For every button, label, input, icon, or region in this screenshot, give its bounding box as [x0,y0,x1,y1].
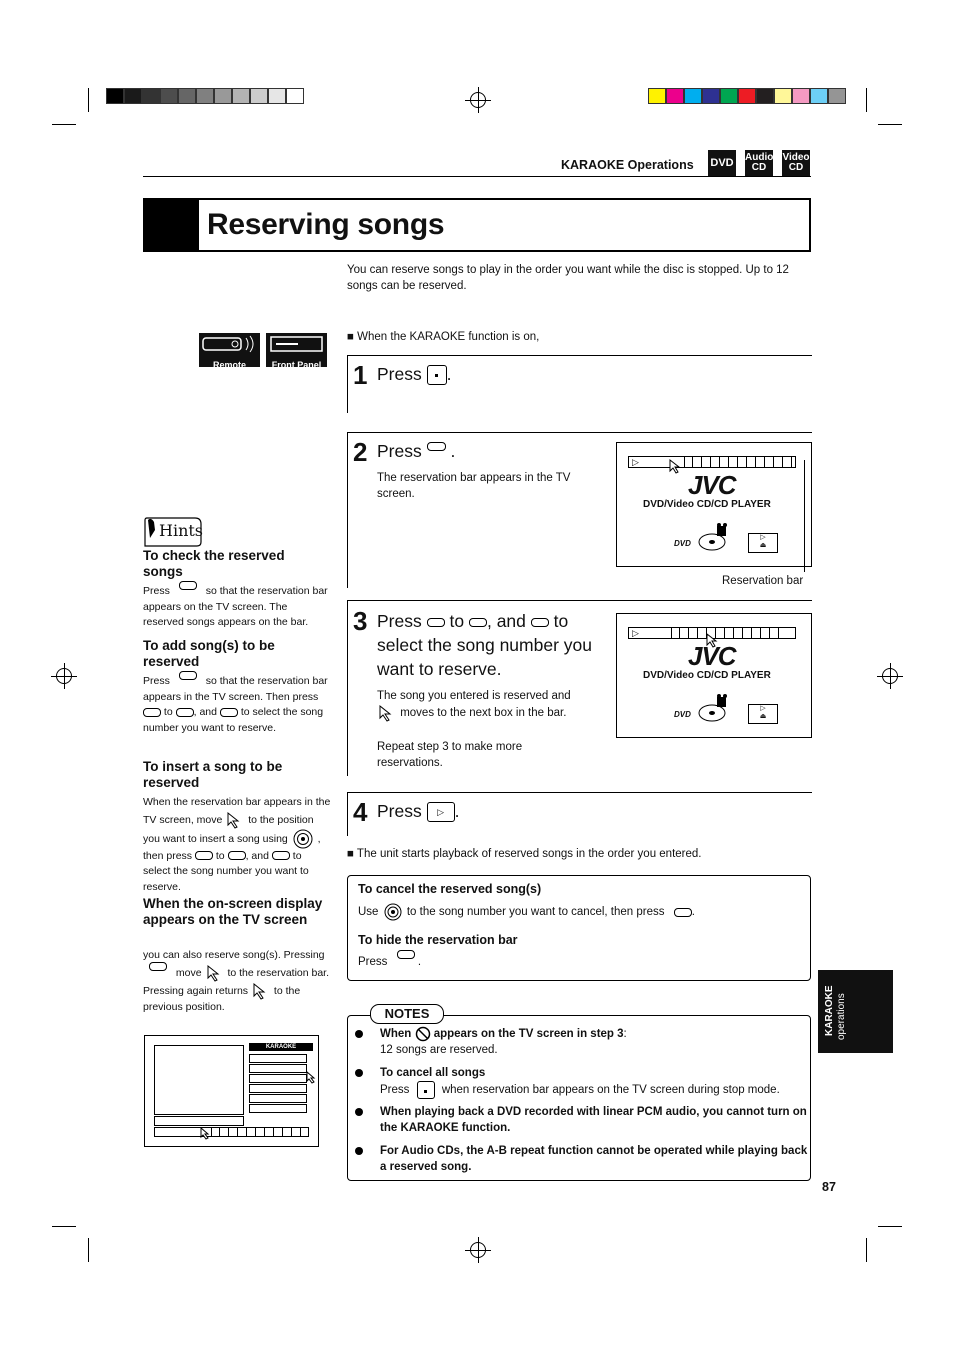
cancel-heading: To cancel the reserved song(s) [358,882,542,896]
step-number: 1 [353,360,368,390]
karaoke-screen-illustration [144,1035,319,1147]
step-text: to [449,611,465,631]
button-icon [397,950,415,959]
note-text: Press [380,1084,410,1097]
note-1 [380,1026,805,1058]
crop-mark [866,1238,867,1262]
hide-heading: To hide the reservation bar [358,933,518,947]
step-rule [347,355,812,356]
reservation-cells [684,457,792,467]
audio-cd-label: Audio CD [745,152,774,173]
disc-camera-icon [697,694,733,724]
step-rule [347,355,348,413]
front-panel-label: Front Panel [271,360,322,370]
hint-text-part: to the position you want to insert a song using [143,813,314,845]
step-number: 3 [353,606,368,636]
note-bullet [355,1030,363,1038]
step-text: Press [377,364,422,384]
stop-button-icon [427,365,447,385]
button-icon [176,708,194,717]
step-rule [347,432,348,588]
remote-control-icon [199,333,260,380]
hint-text-part: and [251,849,269,862]
button-icon [228,851,246,860]
hint-text-part: , then press [143,832,321,862]
jog-dial-icon [291,829,315,849]
step-rule [347,792,812,793]
crop-mark [52,124,76,125]
callout-line [804,460,805,572]
step-2-text [377,439,455,463]
note-text: To cancel all songs [380,1067,486,1079]
hide-text-part: Press [358,956,388,968]
notes-label: NOTES [370,1004,444,1024]
cancel-box [347,875,811,981]
note-4: For Audio CDs, the A-B repeat function cannot be operated while playing back a reserved song. [380,1145,808,1173]
button-icon [674,908,692,917]
section-title: KARAOKE Operations [561,158,694,172]
video-area [154,1045,244,1115]
crop-mark [88,88,89,112]
hint-text-part: When the reservation bar appears in the TV screen, move [143,796,331,826]
play-button-icon: ▷ [427,802,455,822]
hint-text-part: to select the song number you want to reserve. [143,849,309,893]
crop-mark [878,1226,902,1227]
hint-text-part: move [175,966,202,979]
button-icon [149,962,167,971]
crop-mark [866,88,867,112]
cursor-icon [205,964,225,982]
front-panel-drawing [266,333,327,355]
cursor-icon [668,458,684,474]
cursor-icon [251,982,271,1000]
step-desc-text: The song you entered is reserved and [377,690,571,702]
step-1-text [377,362,451,386]
step-rule [347,792,348,836]
button-icon [179,581,197,590]
remote-icon-drawing [199,333,260,355]
step-3-text [377,609,592,681]
dvd-logo: DVD [674,539,691,548]
button-icon [469,618,487,627]
step-text: . [450,441,456,461]
page-title: Reserving songs [207,208,445,241]
hint-text-3 [143,795,331,895]
video-cd-badge [782,150,810,176]
note-text: When [380,1028,412,1041]
step-rule [347,432,812,433]
title-block [145,200,199,250]
remote-control-label: Remote Control [212,360,246,380]
side-tab-label: KARAOKE [824,985,835,1036]
hint-text-1 [143,584,329,631]
note-bullet [355,1069,363,1077]
condition-text: ■ When the KARAOKE function is on, [347,331,540,343]
hint-heading: To add song(s) to be reserved [143,638,275,669]
hint-text-part: to [215,849,225,862]
registration-mark [470,92,486,108]
step-desc-text: moves to the next box in the bar. [400,707,567,720]
hints-icon [143,516,203,546]
crop-mark [878,124,902,125]
hint-text-part: you can also reserve song(s). Pressing [143,949,325,961]
button-icon [220,708,238,717]
reservation-cells [671,628,779,638]
registration-mark [470,1242,486,1258]
karaoke-menu-title: KARAOKE [249,1043,313,1051]
crop-mark [52,1226,76,1227]
cancel-text-part: Use [358,906,379,919]
hint-text-4 [143,948,331,1015]
note-bullet [355,1108,363,1116]
step-number: 2 [353,437,368,467]
side-tab-sublabel: operations [836,993,847,1040]
hint-text-part: , [245,849,249,862]
video-cd-label: Video CD [782,152,810,173]
jvc-logo: JVC [688,470,736,500]
button-icon [427,618,445,627]
title-box [143,198,811,252]
reservation-bar-label: Reservation bar [722,575,804,587]
play-icon: ▷ [632,628,639,638]
page-number: 87 [822,1180,836,1194]
step-text: , and [486,611,526,631]
hint-text-part: to the previous position. [143,984,301,1013]
crop-mark [88,1238,89,1262]
note-bullet [355,1147,363,1155]
registration-mark [56,668,72,684]
step-number: 4 [353,797,368,827]
hint-text-part: , and [193,706,217,718]
dvd-badge: DVD [708,150,736,176]
tv-screen-1 [616,442,812,567]
button-icon [272,851,290,860]
step-text: . [454,801,460,821]
side-tab [818,970,893,1053]
hint-text-part: to select the song number you want to reserve. [143,706,324,734]
hide-text [358,954,421,970]
step-text: Press [377,441,422,461]
header-rule [143,176,811,177]
disc-camera-icon [697,523,733,553]
step-text: Press [377,611,422,631]
note-text: when reservation bar appears on the TV screen during stop mode. [441,1084,780,1097]
jvc-logo: JVC [688,641,736,671]
cursor-icon [199,1126,213,1140]
play-eject-icon: ▷ ⏏ [748,533,778,553]
info-bar [154,1116,244,1126]
hint-heading: When the on-screen display appears on the TV screen [143,896,323,927]
hint-text-part: so that the reservation bar appears in the TV screen. Then press [143,675,328,703]
hint-heading: To check the reserved songs [143,548,285,579]
cancel-text-part: to the song number you want to cancel, then press [406,906,665,919]
button-icon [195,851,213,860]
hint-text-part: Press [143,585,170,597]
cursor-icon [225,811,245,829]
hint-text-part: to the reservation bar. Pressing again returns [143,966,330,997]
note-text: 12 songs are reserved. [380,1044,498,1057]
note-text: : [623,1028,627,1041]
hint-text-part: to [163,706,173,718]
hint-heading: To insert a song to be reserved [143,759,283,790]
step-rule [347,600,812,601]
step-text: to [553,611,569,631]
button-icon [179,671,197,680]
cancel-text [358,903,798,921]
cursor-icon [305,1070,319,1084]
playback-note: ■ The unit starts playback of reserved songs in the order you entered. [347,848,702,860]
hint-text-part: Press [143,675,170,687]
jog-dial-icon [382,903,404,921]
hint-text-part: so that the reservation bar appears on the TV screen. The reserved songs appears on the bar. [143,585,328,628]
hint-text-2 [143,674,329,736]
step-2-desc: The reservation bar appears in the TV screen. [377,472,571,500]
step-3-repeat: Repeat step 3 to make more reservations. [377,741,523,769]
player-subtitle: DVD/Video CD/CD PLAYER [643,670,771,681]
button-icon [531,618,549,627]
note-text: appears on the TV screen in step 3 [433,1028,624,1041]
step-text: Press [377,801,422,821]
mini-reservation-bar [154,1127,309,1137]
hints-label: Hints [159,521,204,540]
hide-text-part: . [417,956,422,968]
audio-cd-badge [745,150,773,176]
reservation-bar [628,456,796,468]
cursor-icon [377,704,397,722]
step-text: select the song number you want to reserve. [377,635,592,679]
dvd-logo: DVD [674,710,691,719]
prohibited-icon [415,1026,431,1042]
button-icon [143,708,161,717]
front-panel-icon [266,333,327,370]
play-icon: ▷ [632,457,639,467]
player-subtitle: DVD/Video CD/CD PLAYER [643,499,771,510]
step-text: . [446,364,452,384]
step-4-text [377,799,459,823]
play-eject-icon: ▷ ⏏ [748,704,778,724]
cancel-text-part: . [691,906,695,919]
button-icon [427,442,446,451]
note-2 [380,1065,805,1099]
registration-mark [882,668,898,684]
intro-text: You can reserve songs to play in the order you want while the disc is stopped. Up to 12 songs can be reserved. [347,264,789,292]
note-3: When playing back a DVD recorded with linear PCM audio, you cannot turn on the KARAOKE function. [380,1106,807,1134]
step-3-desc [377,688,577,722]
stop-button-icon [417,1081,435,1099]
step-rule [347,600,348,776]
tv-screen-2 [616,613,812,738]
karaoke-menu-items [249,1054,307,1110]
